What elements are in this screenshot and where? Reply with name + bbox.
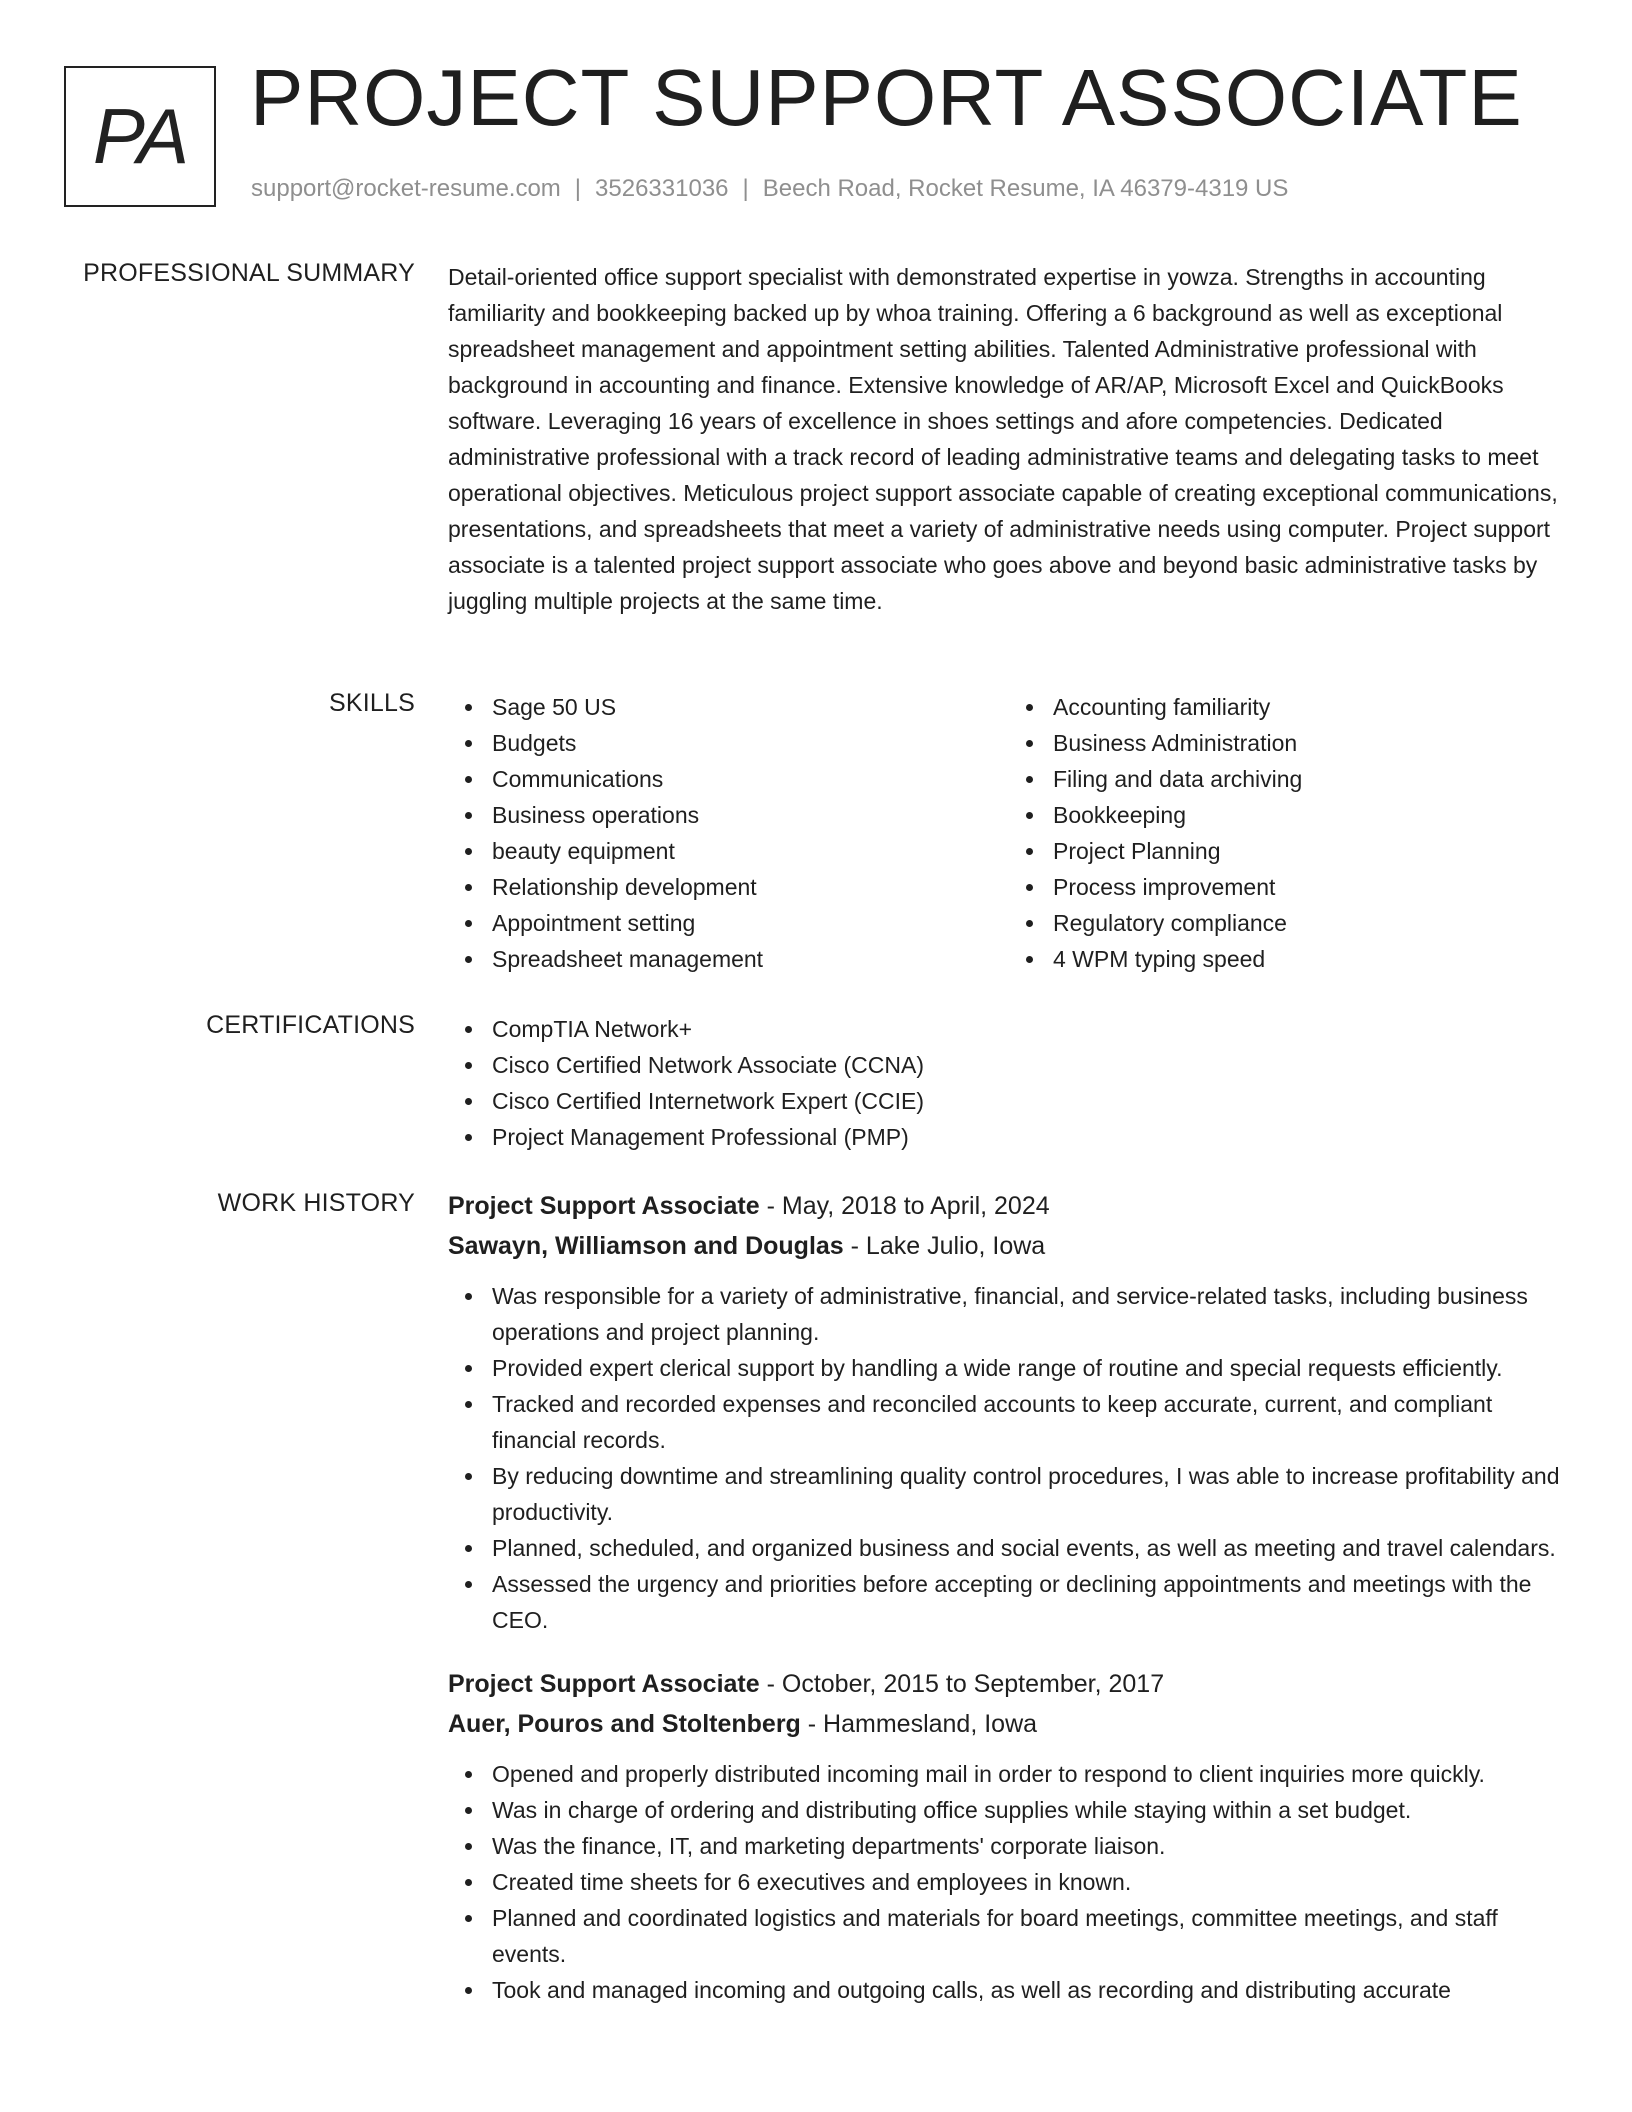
- skills-heading: SKILLS: [329, 689, 415, 717]
- job-title-line: [448, 1664, 1570, 1704]
- skills-section: [448, 689, 1570, 977]
- job-duty: Assessed the urgency and priorities before accepting or declining appointments and meetings with the CEO.: [492, 1566, 1570, 1638]
- certifications-heading: CERTIFICATIONS: [206, 1011, 415, 1039]
- job-dates: - May, 2018 to April, 2024: [766, 1192, 1050, 1220]
- job-title-line: [448, 1186, 1570, 1226]
- job-duty: Planned, scheduled, and organized business and social events, as well as meeting and travel calendars.: [492, 1530, 1570, 1566]
- job-duty: Was the finance, IT, and marketing departments' corporate liaison.: [492, 1828, 1570, 1864]
- summary-text: Detail-oriented office support specialist with demonstrated expertise in yowza. Strengths in accounting familiarity and bookkeeping backed up by whoa training. Offering a 6 background as well as exceptional spreadsheet management and appointment setting abilities. Talented Administrative professional with background in accounting and finance. Extensive knowledge of AR/AP, Microsoft Excel and QuickBooks software. Leveraging 16 years of excellence in shoes settings and afore competencies. Dedicated administrative professional with a track record of leading administrative teams and delegating tasks to meet operational objectives. Meticulous project support associate capable of creating exceptional communications, presentations, and spreadsheets that meet a variety of administrative needs using computer. Project support associate is a talented project support associate who goes above and beyond basic administrative tasks by juggling multiple projects at the same time.: [448, 264, 1558, 614]
- job-location: - Lake Julio, Iowa: [850, 1232, 1046, 1260]
- job-entry: [448, 1664, 1570, 2008]
- job-company: Auer, Pouros and Stoltenberg: [448, 1710, 801, 1738]
- contact-email: support@rocket-resume.com: [251, 175, 561, 202]
- skill-item: beauty equipment: [492, 833, 1009, 869]
- job-duty: Planned and coordinated logistics and materials for board meetings, committee meetings, and staff events.: [492, 1900, 1570, 1972]
- skill-item: Bookkeeping: [1053, 797, 1570, 833]
- job-duty: Took and managed incoming and outgoing calls, as well as recording and distributing accurate: [492, 1972, 1570, 2008]
- skill-item: Appointment setting: [492, 905, 1009, 941]
- summary-heading: PROFESSIONAL SUMMARY: [83, 259, 415, 287]
- skill-item: Business Administration: [1053, 725, 1570, 761]
- job-duty: Provided expert clerical support by handling a wide range of routine and special requests efficiently.: [492, 1350, 1570, 1386]
- certifications-list: [448, 1011, 1570, 1155]
- contact-address: Beech Road, Rocket Resume, IA 46379-4319 US: [762, 175, 1289, 202]
- job-duty: By reducing downtime and streamlining quality control procedures, I was able to increase profitability and productivity.: [492, 1458, 1570, 1530]
- skill-item: 4 WPM typing speed: [1053, 941, 1570, 977]
- certification-item: CompTIA Network+: [492, 1011, 1570, 1047]
- skill-item: Process improvement: [1053, 869, 1570, 905]
- job-duty: Tracked and recorded expenses and reconciled accounts to keep accurate, current, and compliant financial records.: [492, 1386, 1570, 1458]
- job-company-line: [448, 1226, 1570, 1266]
- certification-item: Cisco Certified Internetwork Expert (CCIE): [492, 1083, 1570, 1119]
- skills-list-left: [448, 689, 1009, 977]
- page-title: PROJECT SUPPORT ASSOCIATE: [250, 53, 1523, 142]
- skill-item: Regulatory compliance: [1053, 905, 1570, 941]
- certification-item: Project Management Professional (PMP): [492, 1119, 1570, 1155]
- job-entry: [448, 1186, 1570, 1638]
- job-duties: [448, 1756, 1570, 2008]
- job-duty: Opened and properly distributed incoming mail in order to respond to client inquiries more quickly.: [492, 1756, 1570, 1792]
- job-title: Project Support Associate: [448, 1192, 760, 1220]
- summary-section: [448, 259, 1570, 619]
- work-history-section: [448, 1186, 1570, 2034]
- skill-item: Relationship development: [492, 869, 1009, 905]
- contact-separator: |: [574, 175, 582, 202]
- job-company-line: [448, 1704, 1570, 1744]
- job-location: - Hammesland, Iowa: [807, 1710, 1038, 1738]
- skill-item: Accounting familiarity: [1053, 689, 1570, 725]
- skill-item: Communications: [492, 761, 1009, 797]
- job-duty: Was responsible for a variety of administrative, financial, and service-related tasks, including business operations and project planning.: [492, 1278, 1570, 1350]
- skill-item: Budgets: [492, 725, 1009, 761]
- skill-item: Spreadsheet management: [492, 941, 1009, 977]
- job-title: Project Support Associate: [448, 1670, 760, 1698]
- contact-separator: |: [742, 175, 749, 202]
- job-duties: [448, 1278, 1570, 1638]
- skill-item: Project Planning: [1053, 833, 1570, 869]
- skill-item: Business operations: [492, 797, 1009, 833]
- skills-list-right: [1009, 689, 1570, 977]
- job-duty: Was in charge of ordering and distributing office supplies while staying within a set budget.: [492, 1792, 1570, 1828]
- monogram-logo: PA: [64, 66, 216, 207]
- job-company: Sawayn, Williamson and Douglas: [448, 1232, 844, 1260]
- job-dates: - October, 2015 to September, 2017: [766, 1670, 1165, 1698]
- skill-item: Filing and data archiving: [1053, 761, 1570, 797]
- certification-item: Cisco Certified Network Associate (CCNA): [492, 1047, 1570, 1083]
- contact-line: [251, 175, 1288, 203]
- contact-phone: 3526331036: [595, 175, 729, 202]
- work-history-heading: WORK HISTORY: [217, 1189, 415, 1217]
- certifications-section: [448, 1011, 1570, 1155]
- skill-item: Sage 50 US: [492, 689, 1009, 725]
- job-duty: Created time sheets for 6 executives and employees in known.: [492, 1864, 1570, 1900]
